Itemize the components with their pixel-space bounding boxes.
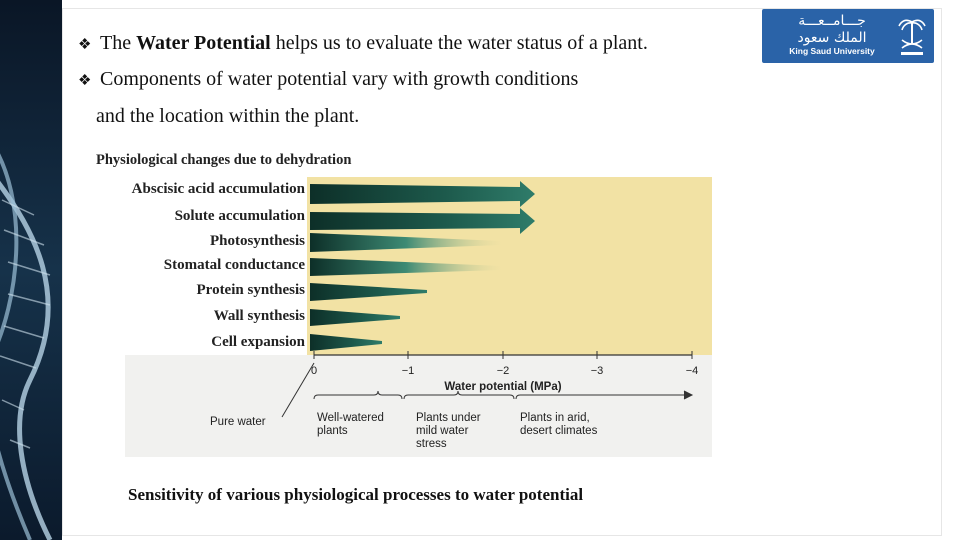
process-label: Wall synthesis [213,308,305,324]
mild-stress-label: mild water [416,425,469,437]
bullet-water-potential [78,32,648,55]
process-label: Photosynthesis [209,233,305,249]
process-label: Stomatal conductance [163,257,305,273]
bullet-text: helps us to evaluate the water status of a plant. [270,32,648,54]
bullet-bold-text: Water Potential [136,32,271,54]
bullet-text: The [100,32,137,54]
well-watered-label: Well-watered [317,412,384,424]
dna-helix-decoration [0,0,62,540]
x-tick-label: −2 [496,365,510,377]
figure-title: Physiological changes due to dehydration [96,152,352,168]
x-tick-label: −4 [685,365,699,377]
logo-english-text: King Saud University [789,46,875,56]
well-watered-label: plants [317,425,348,437]
diamond-bullet-icon: ❖ [78,73,92,89]
figure-caption: Sensitivity of various physiological processes to water potential [128,485,584,504]
x-tick-label: −3 [590,365,604,377]
process-label: Solute accumulation [174,208,305,224]
x-tick-label: 0 [310,365,318,377]
mild-stress-label: Plants under [416,412,481,424]
pure-water-label: Pure water [210,416,266,428]
bullet-components [78,68,578,91]
arid-label: Plants in arid, [520,412,590,424]
bullet-text: Components of water potential vary with growth conditions [100,68,579,90]
university-logo [762,9,934,63]
x-axis-label: Water potential (MPa) [444,381,562,393]
logo-arabic-text: جـــامــعـــة الملك سعود [797,13,867,46]
x-tick-label: −1 [401,365,415,377]
palm-swords-emblem-icon [897,14,927,58]
dehydration-diagram [92,145,712,457]
process-label: Abscisic acid accumulation [131,181,305,197]
arid-label: desert climates [520,425,598,437]
process-label: Protein synthesis [196,282,305,298]
bullet-continuation: and the location within the plant. [96,105,360,127]
mild-stress-label: stress [416,438,447,450]
process-label: Cell expansion [211,334,305,350]
diamond-bullet-icon: ❖ [78,37,92,53]
